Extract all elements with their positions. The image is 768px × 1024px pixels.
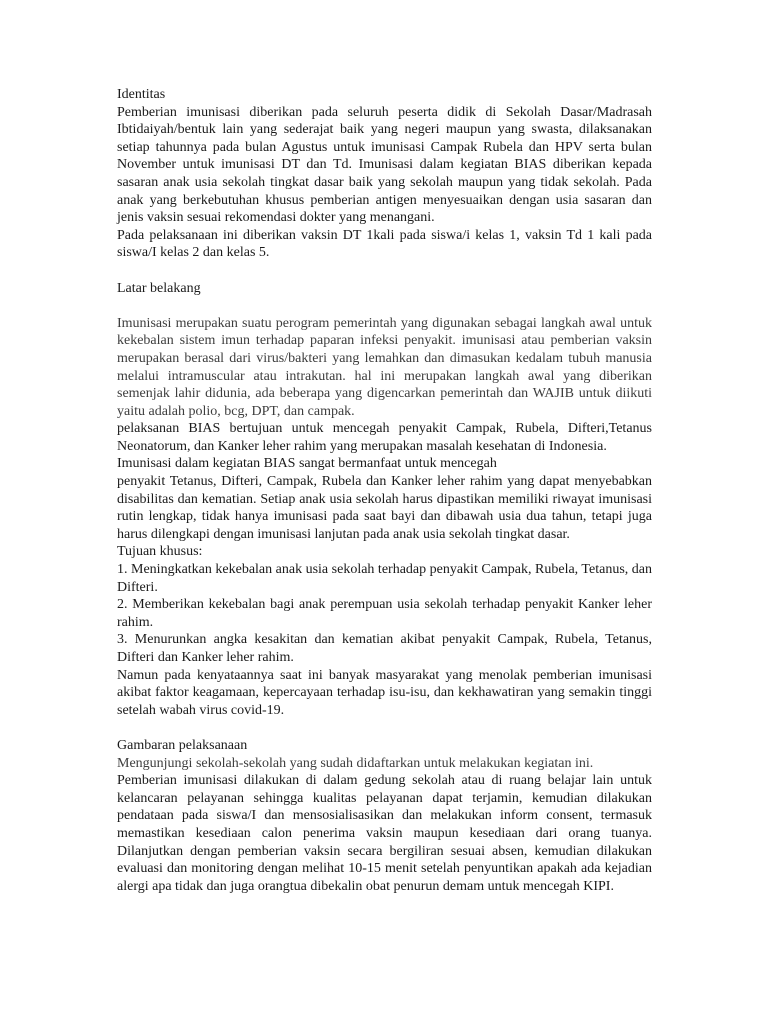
tujuan-item-1: 1. Meningkatkan kekebalan anak usia sekolah terhadap penyakit Campak, Rubela, Tetanus, dan Difteri. [117, 562, 652, 595]
latar-heading: Latar belakang [117, 280, 201, 296]
section-spacer [117, 262, 652, 280]
gambaran-paragraph-2: Pemberian imunisasi dilakukan di dalam gedung sekolah atau di ruang belajar lain untuk kelancaran pelayanan sehingga kualitas pelayanan dapat terjamin, kemudian dilakukan pendataan pada siswa/I dan mensosialisasikan dan melakukan inform consent, termasuk memastikan kesediaan calon penerima vaksin maupun kesediaan dari orang tuanya. Dilanjutkan dengan pemberian vaksin secara bergiliran sesuai absen, kemudian dilakukan evaluasi dan monitoring dengan melihat 10-15 menit setelah penyuntikan apakah ada kejadian alergi apa tidak dan juga orangtua dibekalin obat penurun demam untuk mencegah KIPI. [117, 773, 652, 894]
latar-paragraph-2: pelaksanan BIAS bertujuan untuk mencegah penyakit Campak, Rubela, Difteri,Tetanus Neonatorum, dan Kanker leher rahim yang merupakan masalah kesehatan di Indonesia. [117, 421, 652, 454]
identitas-heading: Identitas [117, 87, 166, 102]
tujuan-item-3: 3. Menurunkan angka kesakitan dan kematian akibat penyakit Campak, Rubela, Tetanus, Difteri dan Kanker leher rahim. [117, 632, 652, 665]
section-spacer [117, 719, 652, 737]
identitas-paragraph-2: Pada pelaksanaan ini diberikan vaksin DT 1kali pada siswa/i kelas 1, vaksin Td 1 kali pada siswa/I kelas 2 dan kelas 5. [117, 227, 652, 261]
tujuan-heading: Tujuan khusus: [117, 544, 203, 560]
latar-paragraph-3: Imunisasi dalam kegiatan BIAS sangat bermanfaat untuk mencegah [117, 456, 497, 472]
document-body [117, 86, 652, 895]
latar-paragraph-5: Namun pada kenyataannya saat ini banyak masyarakat yang menolak pemberian imunisasi akibat faktor keagamaan, kepercayaan terhadap isu-isu, dan kekhawatiran yang semakin tinggi setelah wabah virus covid-19. [117, 667, 652, 718]
latar-paragraph-4: penyakit Tetanus, Difteri, Campak, Rubela dan Kanker leher rahim yang dapat menyebabkan disabilitas dan kematian. Setiap anak usia sekolah harus dipastikan memiliki riwayat imunisasi rutin lengkap, tidak hanya imunisasi pada saat bayi dan dibawah usia dua tahun, tetapi juga harus dilengkapi dengan imunisasi lanjutan pada anak usia sekolah tingkat dasar. [117, 474, 652, 542]
latar-paragraph-1: Imunisasi merupakan suatu perogram pemerintah yang digunakan sebagai langkah awal untuk kekebalan sistem imun terhadap paparan infeksi penyakit. imunisasi atau pemberian vaksin merupakan berasal dari virus/bakteri yang lemahkan dan dimasukan kedalam tubuh manusia melalui intramuscular atau intrakutan. hal ini merupakan langkah awal yang diberikan semenjak lahir didunia, ada beberapa yang digencarkan pemerintah dan WAJIB untuk diikuti yaitu adalah polio, bcg, DPT, dan campak. [117, 315, 652, 419]
gambaran-heading: Gambaran pelaksanaan [117, 737, 248, 753]
tujuan-item-2: 2. Memberikan kekebalan bagi anak perempuan usia sekolah terhadap penyakit Kanker leher rahim. [117, 597, 652, 630]
identitas-paragraph-1: Pemberian imunisasi diberikan pada seluruh peserta didik di Sekolah Dasar/Madrasah Ibtidaiyah/bentuk lain yang sederajat baik yang negeri maupun yang swasta, dilaksanakan setiap tahunnya pada bulan Agustus untuk imunisasi Campak Rubela dan HPV serta bulan November untuk imunisasi DT dan Td. Imunisasi dalam kegiatan BIAS diberikan kepada sasaran anak usia sekolah tingkat dasar baik yang sekolah maupun yang tidak sekolah. Pada anak yang berkebutuhan khusus pemberian antigen menyesuaikan dengan usia sasaran dan jenis vaksin sesuai rekomendasi dokter yang menangani. [117, 104, 652, 226]
section-spacer [117, 297, 652, 315]
gambaran-paragraph-1: Mengunjungi sekolah-sekolah yang sudah didaftarkan untuk melakukan kegiatan ini. [117, 755, 594, 771]
